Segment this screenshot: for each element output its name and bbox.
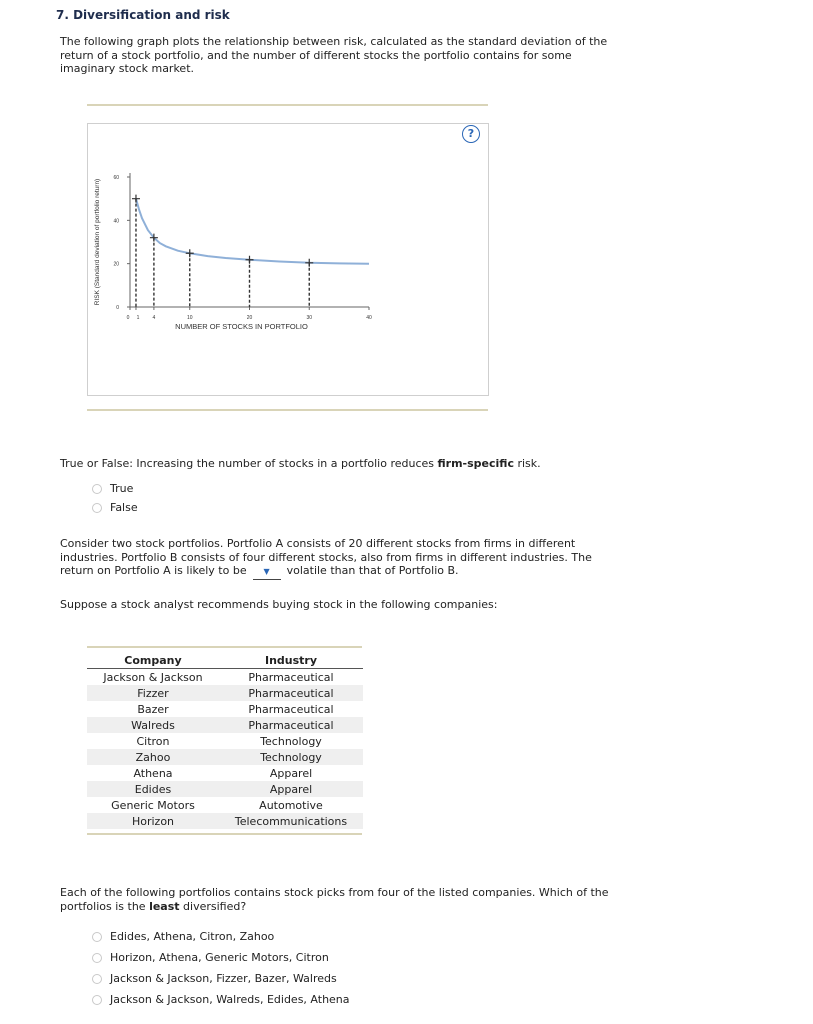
- q1-option-true[interactable]: [92, 482, 133, 495]
- y-tick-label: 60: [113, 175, 119, 181]
- table-row: [87, 765, 363, 781]
- q2-line-3: [60, 564, 592, 580]
- table-row: [87, 733, 363, 749]
- y-axis-label: RISK (Standard deviation of portfolio return): [94, 178, 101, 306]
- table-row: [87, 669, 363, 686]
- company-cell: Bazer: [137, 702, 169, 716]
- y-tick-label: 0: [116, 305, 119, 311]
- risk-chart: [87, 123, 487, 394]
- table-bottom-rule: [87, 833, 362, 835]
- q4-option-label: Jackson & Jackson, Walreds, Edides, Athena: [110, 993, 350, 1006]
- q2-text: [60, 537, 592, 580]
- y-tick-label: 20: [113, 261, 119, 268]
- q2-line-2: industries. Portfolio B consists of four different stocks, also from firms in different industries. The: [60, 550, 592, 564]
- q3-intro: Suppose a stock analyst recommends buying stock in the following companies:: [60, 598, 498, 611]
- x-tick-label: 4: [152, 315, 156, 321]
- q4-line-2-end: diversified?: [179, 899, 247, 913]
- question-title: 7. Diversification and risk: [56, 8, 230, 22]
- company-cell: Horizon: [87, 813, 219, 829]
- q4-line-2-bold: least: [149, 899, 180, 913]
- q4-line-1: Each of the following portfolios contains stock picks from four of the listed companies. Which of the: [60, 886, 609, 899]
- radio-button[interactable]: [92, 953, 102, 963]
- divider-bottom: [87, 409, 488, 411]
- industry-cell: Pharmaceutical: [219, 717, 363, 733]
- q4-option-1[interactable]: [92, 930, 274, 943]
- q2-line-3-start: return on Portfolio A is likely to be: [60, 564, 247, 577]
- chart-curve-layer: [136, 199, 369, 264]
- q1-option-label: False: [110, 501, 138, 514]
- company-cell: Jackson & Jackson: [103, 670, 203, 684]
- q1-prompt-text: True or False: Increasing the number of stocks in a portfolio reduces: [60, 457, 438, 470]
- chart-axes: [113, 173, 372, 321]
- q4-prompt: [60, 886, 609, 913]
- header-industry: Industry: [219, 652, 363, 669]
- radio-button[interactable]: [92, 974, 102, 984]
- chart-points-layer: [132, 195, 313, 307]
- q4-line-2: [60, 900, 609, 914]
- table-top-rule: [87, 646, 362, 648]
- industry-cell: Technology: [219, 749, 363, 765]
- company-cell: Fizzer: [87, 685, 219, 701]
- data-point: [246, 256, 254, 264]
- q4-option-label: Horizon, Athena, Generic Motors, Citron: [110, 951, 329, 964]
- divider-top: [87, 104, 488, 106]
- q1-option-false[interactable]: [92, 501, 138, 514]
- table-row: [87, 781, 363, 797]
- intro-line-1: The following graph plots the relationship between risk, calculated as the standard deviation of the: [60, 35, 608, 48]
- company-cell: Citron: [136, 734, 170, 748]
- radio-button[interactable]: [92, 503, 102, 513]
- industry-cell: Pharmaceutical: [219, 685, 363, 701]
- q1-prompt-bold: firm-specific: [437, 457, 514, 470]
- company-cell: Generic Motors: [111, 798, 195, 812]
- radio-button[interactable]: [92, 484, 102, 494]
- risk-curve-line: [136, 199, 369, 264]
- industry-cell: Pharmaceutical: [248, 670, 334, 684]
- volatility-dropdown[interactable]: [253, 565, 281, 580]
- help-icon[interactable]: ?: [462, 125, 480, 143]
- data-point: [132, 195, 140, 203]
- q4-line-2-start: portfolios is the: [60, 899, 150, 913]
- q4-option-label: Edides, Athena, Citron, Zahoo: [110, 930, 275, 943]
- q1-option-label: True: [110, 482, 134, 495]
- q2-line-3-end: volatile than that of Portfolio B.: [286, 564, 459, 577]
- data-point: [305, 259, 313, 267]
- industry-cell: Technology: [260, 734, 322, 748]
- industry-cell: Pharmaceutical: [248, 702, 334, 716]
- x-tick-label: 1: [136, 315, 140, 321]
- q1-prompt: [60, 457, 541, 471]
- q2-line-1: Consider two stock portfolios. Portfolio A consists of 20 different stocks from firms in different: [60, 537, 576, 550]
- company-cell: Zahoo: [87, 749, 219, 765]
- q1-prompt-end: risk.: [513, 457, 541, 470]
- industry-cell: Automotive: [259, 798, 323, 812]
- radio-button[interactable]: [92, 932, 102, 942]
- intro-line-2: return of a stock portfolio, and the number of different stocks the portfolio contains for some: [60, 48, 572, 62]
- x-tick-label: 20: [246, 315, 253, 321]
- chevron-down-icon: ▼: [263, 567, 270, 576]
- y-tick-label: 40: [113, 218, 119, 225]
- x-tick-label: 40: [366, 315, 372, 321]
- q4-option-2[interactable]: [92, 951, 329, 964]
- x-tick-label: 0: [126, 315, 130, 321]
- table-row: [87, 813, 363, 829]
- q4-option-label: Jackson & Jackson, Fizzer, Bazer, Walreds: [110, 972, 337, 985]
- industry-cell: Apparel: [269, 766, 313, 780]
- company-cell: Edides: [87, 781, 219, 797]
- industry-cell: Apparel: [219, 781, 363, 797]
- header-company: Company: [87, 652, 219, 669]
- x-tick-label: 10: [186, 315, 193, 321]
- x-tick-label: 30: [306, 315, 313, 321]
- company-cell: Walreds: [87, 717, 219, 733]
- company-cell: Athena: [133, 766, 173, 780]
- companies-table: [87, 652, 363, 829]
- table-row: [87, 749, 363, 765]
- intro-text: [60, 35, 607, 76]
- table-row: [87, 797, 363, 813]
- q4-option-4[interactable]: [92, 993, 350, 1006]
- radio-button[interactable]: [92, 995, 102, 1005]
- data-point: [186, 249, 194, 257]
- industry-cell: Telecommunications: [219, 813, 363, 829]
- table-row: [87, 717, 363, 733]
- x-axis-label: NUMBER OF STOCKS IN PORTFOLIO: [175, 322, 308, 331]
- q4-option-3[interactable]: [92, 972, 337, 985]
- table-row: [87, 685, 363, 701]
- table-row: [87, 701, 363, 717]
- intro-line-3: imaginary stock market.: [60, 62, 195, 75]
- table-header-row: [87, 652, 363, 669]
